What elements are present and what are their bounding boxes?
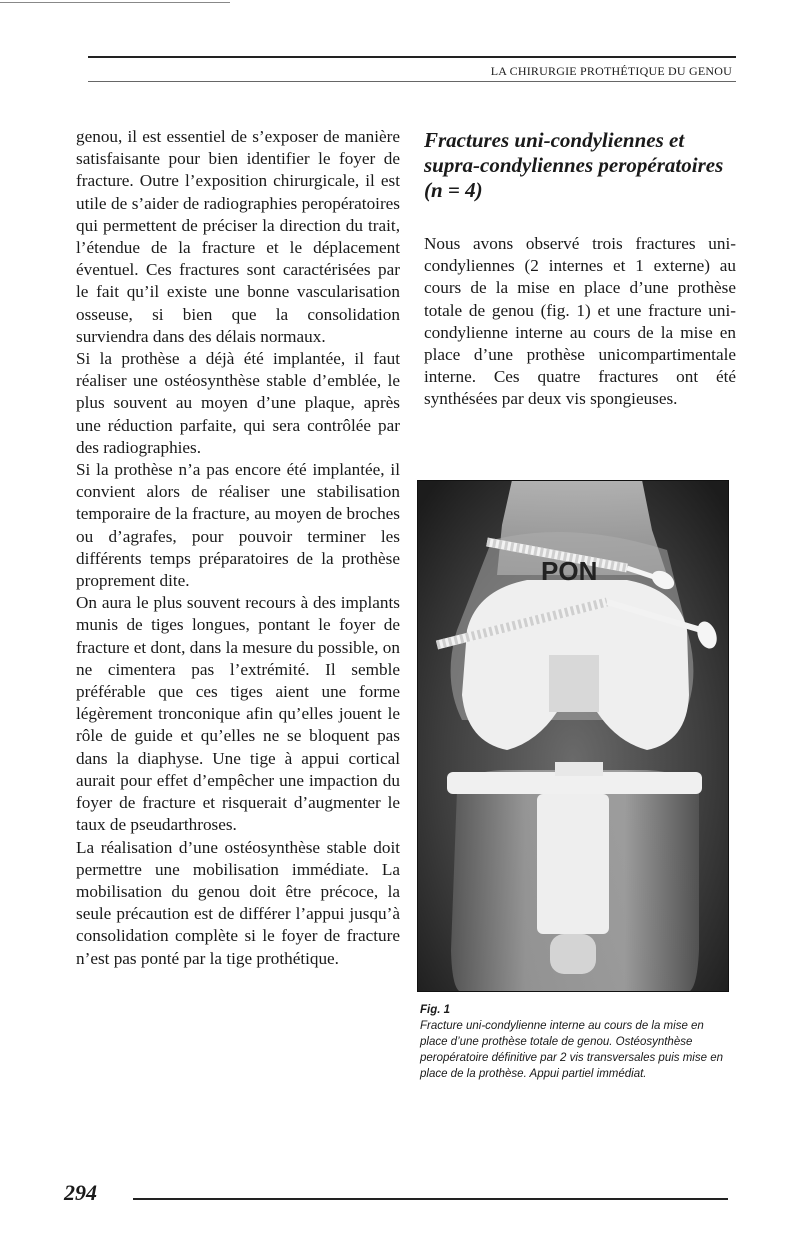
paragraph: Si la prothèse n’a pas encore été implantée, il convient alors de réaliser une stabilisation temporaire de la fracture, au moyen de broches ou d’agrafes, pour pouvoir terminer les différents temps préparatoires de la prothèse proprement dite. bbox=[76, 460, 400, 591]
right-column bbox=[424, 128, 736, 411]
paragraph: On aura le plus souvent recours à des implants munis de tiges longues, pontant le foyer de fracture et dont, dans la mesure du possible, on ne cimentera pas l’extrémité. Il semble préférable que ces tiges aient une forme légèrement tronconique afin qu’elles jouent le rôle de guide et qu’elles ne se bloquent pas dans la diaphyse. Une tige à appui cortical aurait pour effet d’empêcher une impaction du foyer de fracture et risquerait d’augmenter le taux de pseudarthroses. bbox=[76, 593, 400, 835]
radiograph-image bbox=[417, 480, 729, 992]
page-number: 294 bbox=[64, 1180, 97, 1205]
header-rule-lower bbox=[88, 81, 736, 82]
top-edge-rule bbox=[0, 2, 230, 3]
figure-caption-text: Fracture uni-condylienne interne au cours de la mise en place d’une prothèse totale de genou. Ostéosynthèse peropératoire définitive par 2 vis transversales puis mise en place de la prothèse. Appui partiel immédiat. bbox=[420, 1020, 723, 1080]
footer-rule bbox=[133, 1198, 728, 1200]
radiograph-marker-text: PON bbox=[541, 556, 598, 586]
paragraph: Si la prothèse a déjà été implantée, il faut réaliser une ostéosynthèse stable d’emblée, le plus souvent au moyen d’une plaque, après une réduction parfaite, qui sera contrôlée par des radiographies. bbox=[76, 349, 400, 457]
paragraph: genou, il est essentiel de s’exposer de manière satisfaisante pour bien identifier le foyer de fracture. Outre l’exposition chirurgicale, il est utile de s’aider de radiographies peropératoires qui permettent de préciser la direction du trait, l’étendue de la fracture et le déplacement éventuel. Ces fractures sont caractérisées par le fait qu’il existe une bonne vascularisation osseuse, si bien que la consolidation surviendra dans des délais normaux. bbox=[76, 127, 400, 346]
paragraph: La réalisation d’une ostéosynthèse stable doit permettre une mobilisation immédiate. La mobilisation du genou doit être précoce, la seule précaution est de différer l’appui jusqu’à consolidation complète si le foyer de fracture n’est pas ponté par la tige prothétique. bbox=[76, 837, 400, 968]
running-head: LA CHIRURGIE PROTHÉTIQUE DU GENOU bbox=[490, 64, 732, 78]
section-title: Fractures uni-condyliennes et supra-condyliennes peropératoires (n = 4) bbox=[424, 128, 724, 202]
paragraph: Nous avons observé trois fractures unicondyliennes (2 internes et 1 externe) au cours de la mise en place d’une prothèse totale de genou (fig. 1) et une fracture uni-condylienne interne au cours de la mise en place d’une prothèse unicompartimentale interne. Ces quatre fractures ont été synthésées par deux vis spongieuses. bbox=[424, 234, 736, 409]
header-rule bbox=[88, 56, 736, 58]
tibial-stem bbox=[537, 794, 609, 934]
left-column bbox=[76, 126, 400, 970]
figure-label: Fig. 1 bbox=[420, 1004, 451, 1016]
knee-radiograph bbox=[417, 480, 729, 992]
figure-caption bbox=[420, 1002, 732, 1082]
